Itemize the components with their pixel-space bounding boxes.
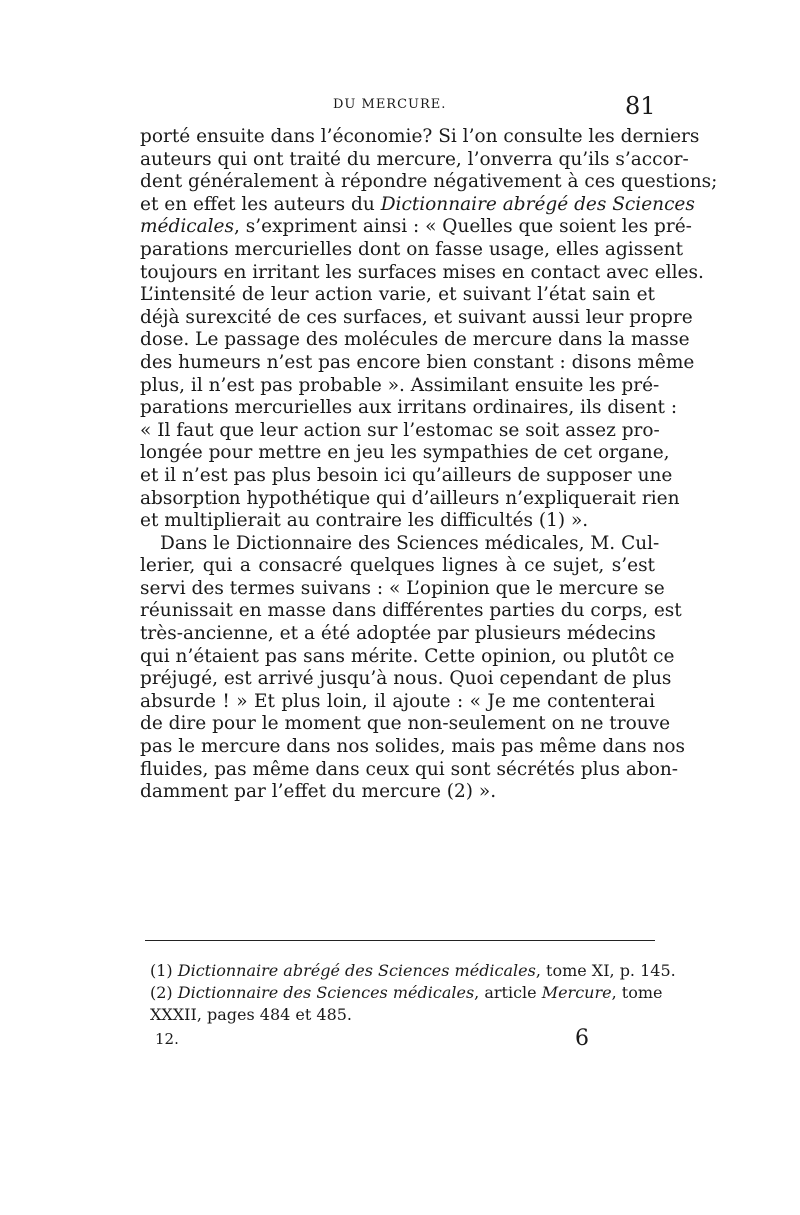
text-run: « Il faut que leur action sur l’estomac se soit assez pro- [140, 419, 660, 441]
text-line [140, 691, 655, 714]
text-line [140, 419, 660, 443]
text-line [140, 238, 684, 262]
page-number: 81 [625, 92, 656, 120]
text-run: fluides, pas même dans ceux qui sont sécrétés plus abon- [140, 758, 679, 780]
text-line [140, 397, 678, 420]
text-run: (1) [150, 961, 178, 980]
text-run: , s’expriment ainsi : « Quelles que soient les pré- [234, 216, 692, 238]
text-run: déjà surexcité de ces surfaces, et suivant aussi leur propre [140, 306, 693, 328]
text-run: dent généralement à répondre négativement à ces questions; [140, 171, 718, 193]
italic-text: Dictionnaire abrégé des Sciences [380, 193, 695, 215]
text-line [140, 216, 692, 239]
text-run: préjugé, est arrivé jusqu’à nous. Quoi cependant de plus [140, 668, 672, 690]
text-run: porté ensuite dans l’économie? Si l’on consulte les derniers [140, 126, 700, 147]
text-run: , tome XI, p. 145. [535, 961, 676, 980]
footnote-separator [145, 940, 655, 941]
text-run: plus, il n’est pas probable ». Assimilant ensuite les pré- [140, 374, 660, 396]
text-line [140, 713, 671, 736]
text-line [140, 510, 655, 533]
text-line [140, 623, 655, 646]
main-text [140, 126, 718, 804]
text-line [140, 555, 655, 578]
text-run: et multiplierait au contraire les difficultés (1) ». [140, 510, 589, 532]
signature-mark: 12. [155, 1030, 179, 1048]
text-run: parations mercurielles dont on fasse usage, elles agissent [140, 238, 684, 260]
footnote-line [150, 960, 676, 982]
italic-text: Mercure [541, 983, 612, 1002]
text-run: longée pour mettre en jeu les sympathies de cet organe, [140, 442, 670, 464]
text-line [140, 193, 695, 217]
text-line [140, 306, 693, 330]
text-line [140, 736, 686, 759]
text-run: XXXII, pages 484 et 485. [150, 1005, 353, 1024]
text-line [140, 284, 655, 307]
text-line [140, 532, 660, 556]
text-run: Dans le Dictionnaire des Sciences médicales, M. Cul- [160, 532, 660, 554]
text-run: damment par l’effet du mercure (2) ». [140, 781, 497, 803]
text-line [140, 577, 665, 601]
text-line [140, 261, 704, 285]
text-line [140, 758, 679, 782]
text-run: toujours en irritant les surfaces mises en contact avec elles. [140, 261, 704, 283]
text-run: pas le mercure dans nos solides, mais pas même dans nos [140, 736, 686, 758]
text-run: auteurs qui ont traité du mercure, l’onverra qu’ils s’accor- [140, 148, 689, 170]
gathering-number: 6 [575, 1026, 589, 1051]
text-run: servi des termes suivans : « L’opinion que le mercure se [140, 577, 665, 599]
text-run: de dire pour le moment que non-seulement on ne trouve [140, 713, 671, 735]
text-run: lerier, qui a consacré quelques lignes à ce sujet, s’est [140, 555, 655, 577]
text-line [140, 171, 718, 194]
footnote-line [150, 982, 663, 1004]
text-run: absorption hypothétique qui d’ailleurs n’expliquerait rien [140, 487, 680, 509]
page-footer [0, 1026, 800, 1060]
text-line [140, 374, 660, 398]
running-title: DU MERCURE. [333, 97, 447, 112]
text-line [140, 351, 695, 375]
text-line [140, 148, 689, 172]
text-run: et il n’est pas plus besoin ici qu’ailleurs de supposer une [140, 464, 673, 486]
text-line [140, 126, 700, 149]
italic-text: Dictionnaire des Sciences médicales [177, 983, 475, 1002]
text-line [140, 668, 672, 691]
italic-text: Dictionnaire abrégé des Sciences médicales [177, 961, 536, 980]
footnote-line [150, 1004, 660, 1026]
text-run: (2) [150, 983, 178, 1002]
text-run: des humeurs n’est pas encore bien constant : disons même [140, 351, 695, 373]
text-run: , article [474, 983, 542, 1002]
text-run: , tome [611, 983, 663, 1002]
text-line [140, 600, 682, 623]
text-run: dose. Le passage des molécules de mercure dans la masse [140, 329, 690, 351]
text-run: parations mercurielles aux irritans ordinaires, ils disent : [140, 397, 678, 419]
text-line [140, 464, 673, 488]
text-line [140, 781, 655, 804]
footnotes [150, 960, 676, 1026]
text-run: réunissait en masse dans différentes parties du corps, est [140, 600, 682, 622]
italic-text: médicales [140, 216, 234, 238]
text-run: qui n’étaient pas sans mérite. Cette opinion, ou plutôt ce [140, 645, 675, 667]
text-run: très-ancienne, et a été adoptée par plusieurs médecins [140, 623, 656, 645]
text-run: absurde ! » Et plus loin, il ajoute : « Je me contenterai [140, 690, 655, 712]
text-line [140, 442, 670, 465]
text-line [140, 645, 675, 669]
page-header [0, 92, 800, 125]
text-line [140, 329, 690, 352]
text-run: L’intensité de leur action varie, et suivant l’état sain et [140, 284, 655, 306]
text-run: et en effet les auteurs du [140, 193, 381, 215]
text-line [140, 487, 680, 511]
